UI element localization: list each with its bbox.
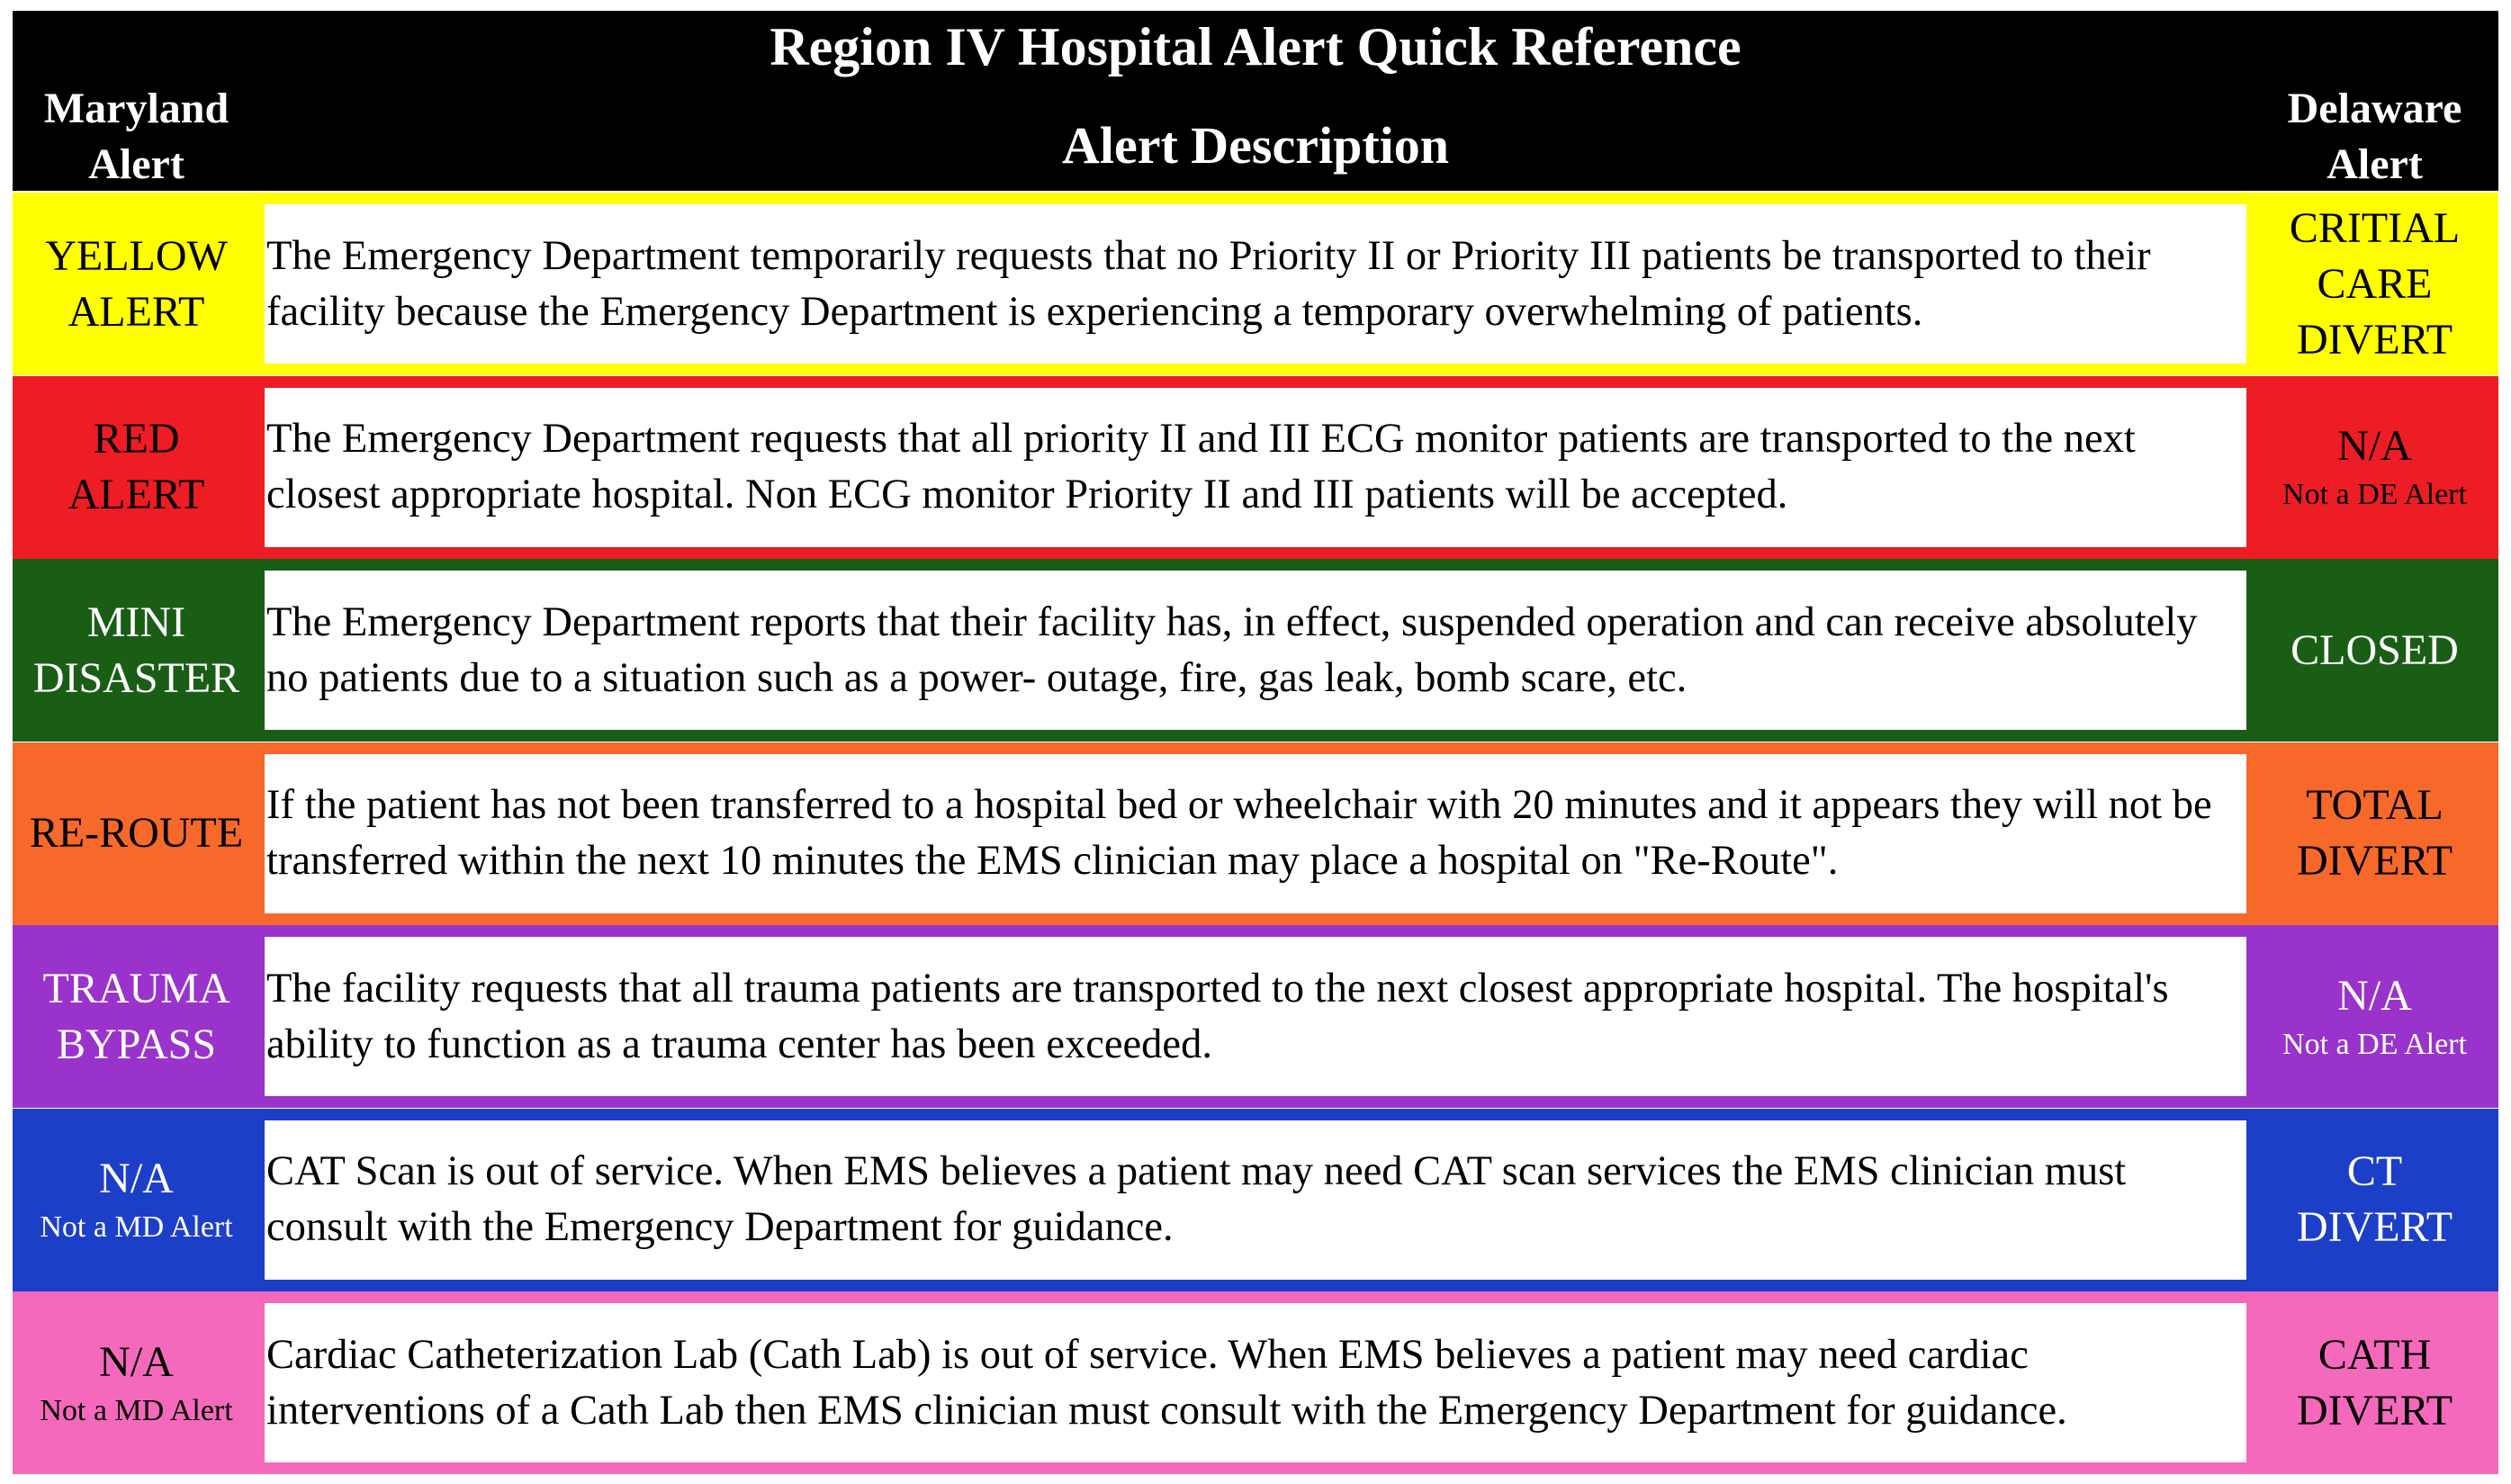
maryland-alert-name: BYPASS (56, 1020, 217, 1068)
delaware-alert-note: Not a DE Alert (2282, 478, 2467, 511)
table-row (13, 559, 2498, 742)
alert-reference-table (13, 11, 2498, 1472)
delaware-alert-name: DIVERT (2296, 1203, 2453, 1251)
maryland-alert-cell (13, 559, 260, 742)
maryland-alert-name: DISASTER (32, 653, 240, 702)
table-row (13, 1109, 2498, 1291)
maryland-alert-name: TRAUMA (42, 964, 230, 1012)
alert-description-cell (265, 571, 2246, 730)
alert-description-text: If the patient has not been transferred to a hospital bed or wheelchair with 20 minutes and it appears they will not be transferred within the next 10 minutes the EMS clinician may place a hospital on "Re-Route". (266, 782, 2212, 884)
maryland-alert-name: MINI (86, 598, 186, 646)
maryland-alert-note: Not a MD Alert (40, 1393, 233, 1427)
delaware-alert-name: N/A (2337, 422, 2412, 470)
table-row (13, 193, 2498, 375)
delaware-alert-note: Not a DE Alert (2282, 1027, 2467, 1061)
delaware-alert-cell (2251, 376, 2498, 559)
table-header (13, 11, 2498, 191)
alert-description-cell (265, 204, 2246, 364)
table-row (13, 742, 2498, 925)
delaware-alert-name: DIVERT (2296, 315, 2453, 364)
maryland-alert-name: RE-ROUTE (29, 809, 244, 857)
maryland-alert-name: YELLOW (45, 231, 228, 280)
table-row (13, 1291, 2498, 1474)
alert-description-text: Cardiac Catheterization Lab (Cath Lab) is out of service. When EMS believes a patient may need cardiac interventions of a Cath Lab then EMS clinician must consult with the Emergency Department for guidance. (266, 1331, 2067, 1434)
delaware-alert-cell (2251, 559, 2498, 742)
table-row (13, 376, 2498, 559)
maryland-header-line: Alert (88, 140, 184, 188)
delaware-alert-cell (2251, 1291, 2498, 1474)
delaware-alert-cell (2251, 742, 2498, 925)
alert-description-cell (265, 937, 2246, 1096)
delaware-alert-name: N/A (2337, 971, 2412, 1020)
maryland-alert-name: N/A (99, 1155, 174, 1202)
alert-description-text: The facility requests that all trauma patients are transported to the next closest appropriate hospital. The hospital's ability to function as a trauma center has been exceeded. (266, 965, 2169, 1067)
alert-description-cell (265, 754, 2246, 913)
alert-description-text: The Emergency Department temporarily requests that no Priority II or Priority III patients be transported to their facility because the Emergency Department is experiencing a temporary overwhelming of patients. (266, 232, 2151, 335)
maryland-alert-column-header (13, 81, 260, 193)
delaware-alert-name: DIVERT (2296, 837, 2453, 885)
maryland-alert-note: Not a MD Alert (40, 1210, 233, 1244)
maryland-alert-cell (13, 376, 260, 559)
delaware-alert-cell (2251, 1109, 2498, 1291)
table-row (13, 925, 2498, 1108)
maryland-alert-name: RED (93, 415, 180, 463)
alert-description-cell (265, 388, 2246, 547)
delaware-alert-name: TOTAL (2306, 781, 2444, 829)
maryland-alert-cell (13, 742, 260, 925)
alert-description-text: The Emergency Department requests that all priority II and III ECG monitor patients are transported to the next closest appropriate hospital. Non ECG monitor Priority II and III patients will be accepted. (266, 416, 2136, 517)
delaware-alert-name: CT (2346, 1147, 2403, 1195)
delaware-alert-cell (2251, 193, 2498, 375)
maryland-alert-name: ALERT (68, 471, 205, 518)
delaware-header-line: Alert (2326, 140, 2423, 188)
delaware-alert-name: CATH (2318, 1330, 2432, 1379)
alert-description-cell (265, 1303, 2246, 1462)
alert-description-cell (265, 1120, 2246, 1280)
maryland-alert-cell (13, 1291, 260, 1474)
delaware-alert-name: CARE (2317, 259, 2433, 308)
delaware-alert-column-header (2251, 81, 2498, 193)
maryland-alert-cell (13, 193, 260, 375)
maryland-alert-name: N/A (99, 1337, 174, 1386)
alert-description-text: The Emergency Department reports that their facility has, in effect, suspended operation and can receive absolutely no patients due to a situation such as a power- outage, fire, gas leak, bomb scare, etc. (266, 598, 2198, 701)
maryland-alert-name: ALERT (68, 287, 205, 336)
delaware-alert-cell (2251, 925, 2498, 1108)
maryland-alert-cell (13, 1109, 260, 1291)
alert-description-text: CAT Scan is out of service. When EMS believes a patient may need CAT scan services the EMS clinician must consult with the Emergency Department for guidance. (266, 1148, 2127, 1250)
alert-description-column-header: Alert Description (1061, 116, 1450, 175)
delaware-alert-name: DIVERT (2296, 1386, 2453, 1435)
delaware-alert-name: CRITIAL (2289, 203, 2461, 252)
delaware-header-line: Delaware (2287, 85, 2462, 132)
maryland-alert-cell (13, 925, 260, 1108)
maryland-header-line: Maryland (43, 85, 230, 132)
page-title: Region IV Hospital Alert Quick Reference (770, 17, 1742, 76)
delaware-alert-name: CLOSED (2290, 625, 2459, 674)
